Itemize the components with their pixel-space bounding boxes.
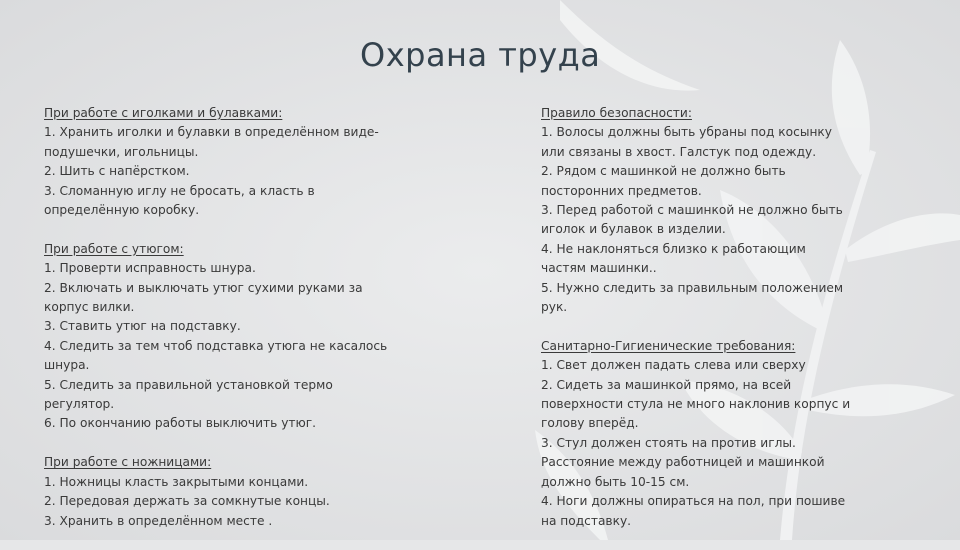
rule-line: 3. Стул должен стоять на против иглы. xyxy=(541,435,796,450)
rule-line: 1. Волосы должны быть убраны под косынку xyxy=(541,125,832,140)
rule-line: 1. Проверти исправность шнура. xyxy=(44,261,256,276)
rule-line: 3. Сломанную иглу не бросать, а класть в xyxy=(44,183,315,198)
rule-line: регулятор. xyxy=(44,397,115,412)
section-heading: При работе с ножницами: xyxy=(44,455,212,470)
rule-line: 5. Нужно следить за правильным положением xyxy=(541,280,844,295)
rule-line: поверхности стула не много наклонив корпус и xyxy=(541,397,851,412)
section-heading: Правило безопасности: xyxy=(541,106,692,120)
rule-line: 4. Следить за тем чтоб подставка утюга не касалось xyxy=(44,338,388,353)
rule-line: 4. Ноги должны опираться на пол, при пошиве xyxy=(541,494,846,509)
rule-line: 3. Ставить утюг на подставку. xyxy=(44,319,241,334)
rule-line: иголок и булавок в изделии. xyxy=(541,222,726,237)
section-heading: Санитарно-Гигиенические требования: xyxy=(541,338,796,353)
rule-line: 2. Включать и выключать утюг сухими руками за xyxy=(44,280,363,295)
rule-line: или связаны в хвост. Галстук под одежду. xyxy=(541,144,817,159)
rule-line: 6. По окончанию работы выключить утюг. xyxy=(44,416,317,431)
rule-line: 1. Свет должен падать слева или сверху xyxy=(541,358,806,373)
rule-line: 3. Перед работой с машинкой не должно быть xyxy=(541,203,843,218)
rule-line: Расстояние между работницей и машинкой xyxy=(541,455,825,470)
section-needles xyxy=(44,104,444,220)
rule-line: частям машинки.. xyxy=(541,261,657,276)
rule-line: 3. Хранить в определённом месте . xyxy=(44,513,273,528)
rule-line: 2. Сидеть за машинкой прямо, на всей xyxy=(541,377,792,392)
left-column xyxy=(44,104,444,550)
rule-line: 1. Хранить иголки и булавки в определённом виде- xyxy=(44,125,379,140)
rule-line: рук. xyxy=(541,300,568,315)
section-safety-rules xyxy=(541,104,936,317)
rule-line: 2. Рядом с машинкой не должно быть xyxy=(541,164,786,179)
rule-line: 1. Ножницы класть закрытыми концами. xyxy=(44,474,309,489)
section-heading: При работе с иголками и булавками: xyxy=(44,106,283,120)
slide-title: Охрана труда xyxy=(360,36,601,74)
rule-line: 5. Следить за правильной установкой термо xyxy=(44,377,333,392)
section-sanitary-requirements xyxy=(541,337,936,531)
rule-line: корпус вилки. xyxy=(44,300,135,315)
rule-line: должно быть 10-15 см. xyxy=(541,474,690,489)
rule-line: шнура. xyxy=(44,358,90,373)
section-iron xyxy=(44,240,444,434)
right-column xyxy=(541,104,936,550)
rule-line: 2. Шить с напёрстком. xyxy=(44,164,190,179)
rule-line: посторонних предметов. xyxy=(541,183,702,198)
rule-line: 2. Передовая держать за сомкнутые концы. xyxy=(44,494,330,509)
rule-line: подушечки, игольницы. xyxy=(44,144,199,159)
rule-line: 4. Не наклоняться близко к работающим xyxy=(541,241,806,256)
section-heading: При работе с утюгом: xyxy=(44,241,184,256)
rule-line: на подставку. xyxy=(541,513,632,528)
section-scissors xyxy=(44,453,444,531)
rule-line: определённую коробку. xyxy=(44,203,200,218)
rule-line: голову вперёд. xyxy=(541,416,639,431)
